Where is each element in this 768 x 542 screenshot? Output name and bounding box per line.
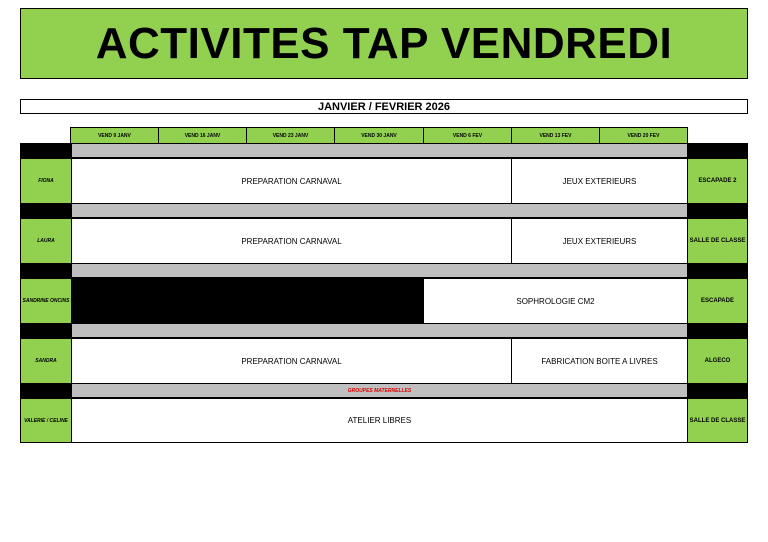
location-cell: SALLE DE CLASSE bbox=[687, 398, 748, 443]
separator-band bbox=[71, 263, 688, 278]
row-name: LAURA bbox=[20, 218, 72, 264]
page-title-box bbox=[20, 8, 748, 79]
date-header-7: VEND 20 FEV bbox=[599, 127, 688, 144]
date-header-1: VEND 9 JANV bbox=[70, 127, 159, 144]
separator-left bbox=[20, 383, 71, 398]
separator-band bbox=[71, 143, 688, 158]
separator-band bbox=[71, 323, 688, 338]
group-label: GROUPES MATERNELLES bbox=[71, 383, 688, 398]
separator-right bbox=[688, 263, 748, 278]
activity-cell: PREPARATION CARNAVAL bbox=[71, 158, 512, 204]
date-header-5: VEND 6 FEV bbox=[423, 127, 512, 144]
activity-cell: PREPARATION CARNAVAL bbox=[71, 338, 512, 384]
separator-left bbox=[20, 263, 71, 278]
location-cell: ESCAPADE bbox=[687, 278, 748, 324]
period-header: JANVIER / FEVRIER 2026 bbox=[20, 99, 748, 114]
separator-left bbox=[20, 323, 71, 338]
date-header-2: VEND 16 JANV bbox=[158, 127, 247, 144]
date-header-6: VEND 13 FEV bbox=[511, 127, 600, 144]
blocked-cell bbox=[71, 278, 424, 324]
row-name: SANDRA bbox=[20, 338, 72, 384]
location-cell: SALLE DE CLASSE bbox=[687, 218, 748, 264]
activity-cell: SOPHROLOGIE CM2 bbox=[423, 278, 688, 324]
separator-band bbox=[71, 203, 688, 218]
activity-cell: ATELIER LIBRES bbox=[71, 398, 688, 443]
row-name: SANDRINE ONCINS bbox=[20, 278, 72, 324]
row-name: FIONA bbox=[20, 158, 72, 204]
separator-right bbox=[688, 143, 748, 158]
date-header-3: VEND 23 JANV bbox=[246, 127, 335, 144]
page-title: ACTIVITES TAP VENDREDI bbox=[95, 18, 673, 68]
activity-cell: FABRICATION BOITE A LIVRES bbox=[511, 338, 688, 384]
activity-cell: JEUX EXTERIEURS bbox=[511, 158, 688, 204]
separator-right bbox=[688, 203, 748, 218]
separator-left bbox=[20, 203, 71, 218]
separator-right bbox=[688, 323, 748, 338]
row-name: VALERIE / CELINE bbox=[20, 398, 72, 443]
location-cell: ALGECO bbox=[687, 338, 748, 384]
separator-left bbox=[20, 143, 71, 158]
activity-cell: PREPARATION CARNAVAL bbox=[71, 218, 512, 264]
activity-cell: JEUX EXTERIEURS bbox=[511, 218, 688, 264]
separator-right bbox=[688, 383, 748, 398]
location-cell: ESCAPADE 2 bbox=[687, 158, 748, 204]
date-header-4: VEND 30 JANV bbox=[334, 127, 424, 144]
